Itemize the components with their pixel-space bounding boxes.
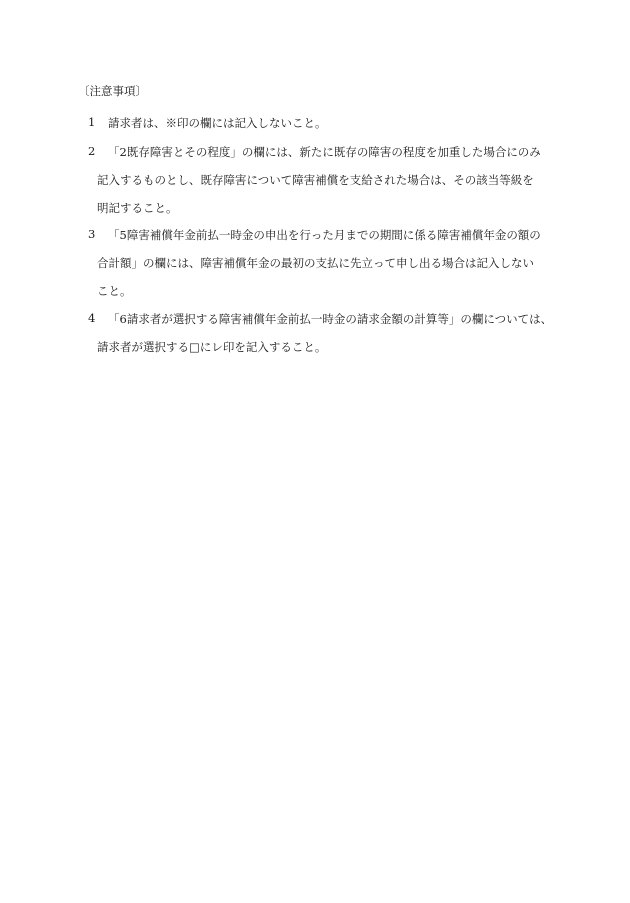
- note-line: こと。: [97, 284, 132, 298]
- note-line: 合計額」の欄には、障害補償年金の最初の支払に先立って申し出る場合は記入しない: [97, 256, 534, 270]
- note-item-3: [88, 227, 568, 311]
- note-item-2: [88, 144, 568, 228]
- note-number: 2: [88, 144, 96, 158]
- note-line: 記入するものとし、既存障害について障害補償を支給された場合は、その該当等級を: [97, 173, 534, 187]
- notes-heading: 〔注意事項〕: [78, 84, 147, 98]
- note-line: 明記すること。: [97, 201, 178, 215]
- note-line: 「6請求者が選択する障害補償年金前払一時金の請求金額の計算等」の欄については、: [108, 312, 553, 326]
- note-line: 「5障害補償年金前払一時金の申出を行った月までの期間に係る障害補償年金の額の: [108, 228, 541, 242]
- note-line: 請求者が選択する□にレ印を記入すること。: [97, 340, 327, 354]
- note-number: 1: [88, 115, 96, 129]
- note-number: 4: [88, 311, 96, 325]
- note-line: 請求者は、※印の欄には記入しないこと。: [108, 116, 327, 130]
- note-item-4: [88, 311, 568, 367]
- note-number: 3: [88, 227, 96, 241]
- note-item-1: [88, 115, 568, 143]
- note-line: 「2既存障害とその程度」の欄には、新たに既存の障害の程度を加重した場合にのみ: [108, 145, 541, 159]
